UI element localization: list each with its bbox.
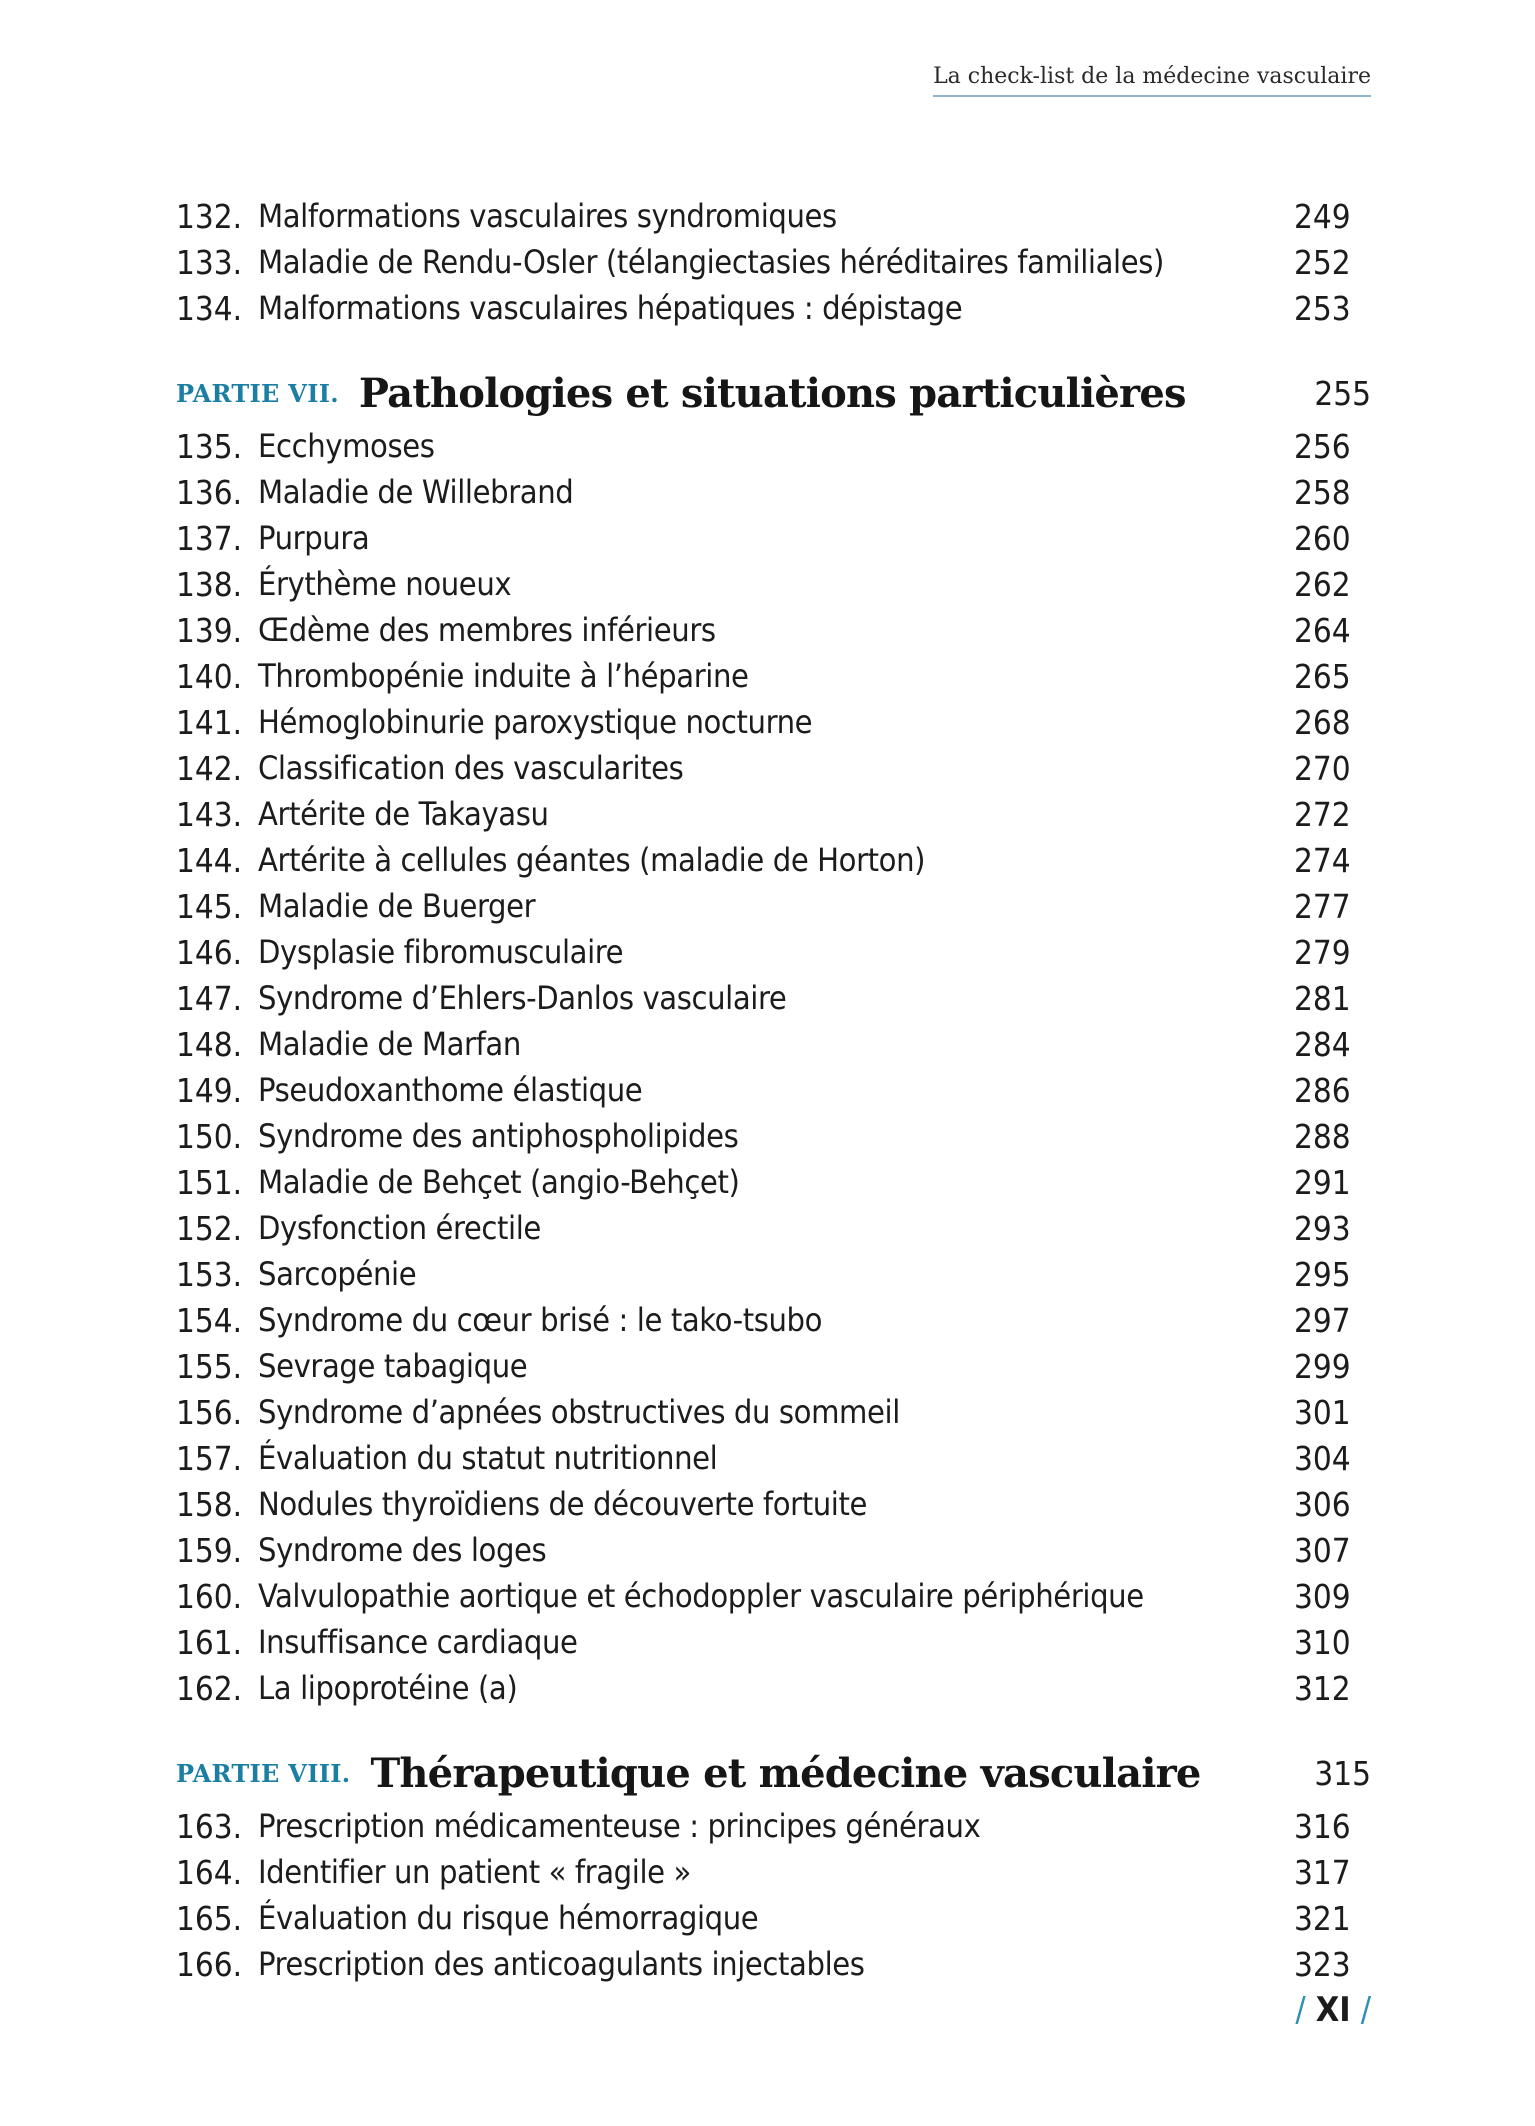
entry-title: Maladie de Willebrand <box>258 473 574 511</box>
entry-number: 161. <box>176 1622 243 1662</box>
entry-number: 148. <box>176 1024 243 1064</box>
entry-page-number: 304 <box>1294 1438 1351 1478</box>
toc-entry <box>176 975 1371 1021</box>
entry-title: Malformations vasculaires hépatiques : dépistage <box>258 289 963 327</box>
entry-number: 154. <box>176 1300 243 1340</box>
folio-slash-left: / <box>1295 1990 1306 2030</box>
toc-entry <box>176 1067 1371 1113</box>
folio-number: XI <box>1315 1990 1351 2030</box>
entry-title: Syndrome des antiphospholipides <box>258 1117 739 1155</box>
entry-number: 158. <box>176 1484 243 1524</box>
entry-page-number: 284 <box>1294 1024 1351 1064</box>
entry-number: 144. <box>176 840 243 880</box>
entry-title: Valvulopathie aortique et échodoppler vasculaire périphérique <box>258 1577 1144 1615</box>
entry-number: 135. <box>176 426 243 466</box>
running-head: La check-list de la médecine vasculaire <box>933 64 1371 97</box>
part-title: Pathologies et situations particulières <box>358 369 1186 417</box>
toc-entry <box>176 1435 1371 1481</box>
part-label: PARTIE VII. <box>176 378 339 408</box>
entry-page-number: 281 <box>1294 978 1351 1018</box>
toc-part-heading <box>176 1743 1371 1803</box>
entry-number: 166. <box>176 1944 243 1984</box>
entry-title: Artérite de Takayasu <box>258 795 549 833</box>
entry-number: 147. <box>176 978 243 1018</box>
entry-number: 155. <box>176 1346 243 1386</box>
entry-number: 145. <box>176 886 243 926</box>
entry-page-number: 288 <box>1294 1116 1351 1156</box>
entry-number: 138. <box>176 564 243 604</box>
toc-entry <box>176 1803 1371 1849</box>
toc-entry <box>176 791 1371 837</box>
entry-page-number: 256 <box>1294 426 1351 466</box>
entry-number: 136. <box>176 472 243 512</box>
entry-title: Classification des vascularites <box>258 749 684 787</box>
entry-title: Érythème noueux <box>258 565 512 603</box>
entry-number: 133. <box>176 242 243 282</box>
toc-entry <box>176 1665 1371 1711</box>
part-label: PARTIE VIII. <box>176 1758 351 1788</box>
entry-title: Hémoglobinurie paroxystique nocturne <box>258 703 813 741</box>
toc-entry <box>176 1343 1371 1389</box>
entry-title: Maladie de Rendu-Osler (télangiectasies héréditaires familiales) <box>258 243 1164 281</box>
entry-title: Thrombopénie induite à l’héparine <box>258 657 749 695</box>
toc-entry <box>176 1113 1371 1159</box>
entry-title: Insuffisance cardiaque <box>258 1623 578 1661</box>
entry-page-number: 291 <box>1294 1162 1351 1202</box>
entry-title: Syndrome d’Ehlers-Danlos vasculaire <box>258 979 787 1017</box>
entry-title: Maladie de Marfan <box>258 1025 521 1063</box>
toc-entry <box>176 1251 1371 1297</box>
entry-number: 141. <box>176 702 243 742</box>
entry-number: 149. <box>176 1070 243 1110</box>
entry-page-number: 265 <box>1294 656 1351 696</box>
toc-entry <box>176 1205 1371 1251</box>
entry-number: 142. <box>176 748 243 788</box>
toc-entry <box>176 837 1371 883</box>
entry-number: 151. <box>176 1162 243 1202</box>
entry-title: Sevrage tabagique <box>258 1347 528 1385</box>
toc-entry <box>176 1573 1371 1619</box>
entry-page-number: 307 <box>1294 1530 1351 1570</box>
entry-title: Évaluation du risque hémorragique <box>258 1899 759 1937</box>
entry-title: Maladie de Buerger <box>258 887 536 925</box>
entry-title: Évaluation du statut nutritionnel <box>258 1439 718 1477</box>
entry-title: Œdème des membres inférieurs <box>258 611 716 649</box>
toc-entry <box>176 561 1371 607</box>
toc-entry <box>176 239 1371 285</box>
toc-entry <box>176 193 1371 239</box>
folio-slash-right: / <box>1360 1990 1371 2030</box>
entry-title: Purpura <box>258 519 370 557</box>
entry-page-number: 293 <box>1294 1208 1351 1248</box>
entry-number: 157. <box>176 1438 243 1478</box>
entry-title: Artérite à cellules géantes (maladie de Horton) <box>258 841 926 879</box>
entry-title: Maladie de Behçet (angio-Behçet) <box>258 1163 740 1201</box>
entry-number: 152. <box>176 1208 243 1248</box>
entry-page-number: 297 <box>1294 1300 1351 1340</box>
entry-title: Dysplasie fibromusculaire <box>258 933 624 971</box>
entry-page-number: 258 <box>1294 472 1351 512</box>
entry-page-number: 268 <box>1294 702 1351 742</box>
toc-entry <box>176 1895 1371 1941</box>
entry-page-number: 321 <box>1294 1898 1351 1938</box>
toc-part-heading <box>176 363 1371 423</box>
entry-page-number: 299 <box>1294 1346 1351 1386</box>
entry-page-number: 295 <box>1294 1254 1351 1294</box>
entry-title: Malformations vasculaires syndromiques <box>258 197 837 235</box>
entry-number: 140. <box>176 656 243 696</box>
toc-entry <box>176 1021 1371 1067</box>
entry-number: 139. <box>176 610 243 650</box>
entry-page-number: 270 <box>1294 748 1351 788</box>
entry-title: Ecchymoses <box>258 427 435 465</box>
toc-entry <box>176 1159 1371 1205</box>
entry-number: 137. <box>176 518 243 558</box>
entry-title: Prescription des anticoagulants injectables <box>258 1945 865 1983</box>
entry-number: 134. <box>176 288 243 328</box>
entry-page-number: 306 <box>1294 1484 1351 1524</box>
entry-page-number: 323 <box>1294 1944 1351 1984</box>
entry-page-number: 316 <box>1294 1806 1351 1846</box>
entry-page-number: 286 <box>1294 1070 1351 1110</box>
entry-number: 146. <box>176 932 243 972</box>
entry-number: 143. <box>176 794 243 834</box>
toc-entry <box>176 1527 1371 1573</box>
entry-number: 162. <box>176 1668 243 1708</box>
entry-page-number: 301 <box>1294 1392 1351 1432</box>
entry-number: 150. <box>176 1116 243 1156</box>
entry-number: 164. <box>176 1852 243 1892</box>
entry-page-number: 277 <box>1294 886 1351 926</box>
entry-page-number: 262 <box>1294 564 1351 604</box>
toc-entry <box>176 1389 1371 1435</box>
entry-page-number: 253 <box>1294 288 1351 328</box>
toc-entry <box>176 1619 1371 1665</box>
entry-title: Syndrome du cœur brisé : le tako-tsubo <box>258 1301 823 1339</box>
entry-title: La lipoprotéine (a) <box>258 1669 518 1707</box>
entry-title: Identifier un patient « fragile » <box>258 1853 691 1891</box>
toc-entry <box>176 1481 1371 1527</box>
entry-page-number: 249 <box>1294 196 1351 236</box>
toc-entry <box>176 699 1371 745</box>
entry-page-number: 312 <box>1294 1668 1351 1708</box>
entry-title: Sarcopénie <box>258 1255 417 1293</box>
toc-entry <box>176 883 1371 929</box>
toc-entry <box>176 1297 1371 1343</box>
entry-title: Pseudoxanthome élastique <box>258 1071 643 1109</box>
entry-page-number: 317 <box>1294 1852 1351 1892</box>
part-page-number: 255 <box>1314 373 1371 413</box>
entry-number: 160. <box>176 1576 243 1616</box>
part-page-number: 315 <box>1314 1753 1371 1793</box>
entry-number: 132. <box>176 196 243 236</box>
toc-entry <box>176 607 1371 653</box>
entry-number: 159. <box>176 1530 243 1570</box>
entry-page-number: 309 <box>1294 1576 1351 1616</box>
entry-number: 163. <box>176 1806 243 1846</box>
entry-title: Prescription médicamenteuse : principes généraux <box>258 1807 981 1845</box>
entry-title: Dysfonction érectile <box>258 1209 541 1247</box>
toc-entry <box>176 515 1371 561</box>
toc-entry <box>176 653 1371 699</box>
entry-page-number: 279 <box>1294 932 1351 972</box>
entry-number: 153. <box>176 1254 243 1294</box>
toc-entry <box>176 285 1371 331</box>
toc-entry <box>176 469 1371 515</box>
toc-entry <box>176 1941 1371 1987</box>
toc-entry <box>176 423 1371 469</box>
entry-page-number: 310 <box>1294 1622 1351 1662</box>
entry-page-number: 274 <box>1294 840 1351 880</box>
entry-page-number: 272 <box>1294 794 1351 834</box>
entry-page-number: 260 <box>1294 518 1351 558</box>
entry-page-number: 264 <box>1294 610 1351 650</box>
entry-number: 156. <box>176 1392 243 1432</box>
toc-entry <box>176 745 1371 791</box>
entry-title: Syndrome des loges <box>258 1531 547 1569</box>
entry-number: 165. <box>176 1898 243 1938</box>
entry-title: Syndrome d’apnées obstructives du sommeil <box>258 1393 900 1431</box>
toc-entry <box>176 929 1371 975</box>
entry-page-number: 252 <box>1294 242 1351 282</box>
toc-entry <box>176 1849 1371 1895</box>
entry-title: Nodules thyroïdiens de découverte fortuite <box>258 1485 868 1523</box>
part-title: Thérapeutique et médecine vasculaire <box>370 1749 1201 1797</box>
page-number <box>1295 1990 1371 2030</box>
